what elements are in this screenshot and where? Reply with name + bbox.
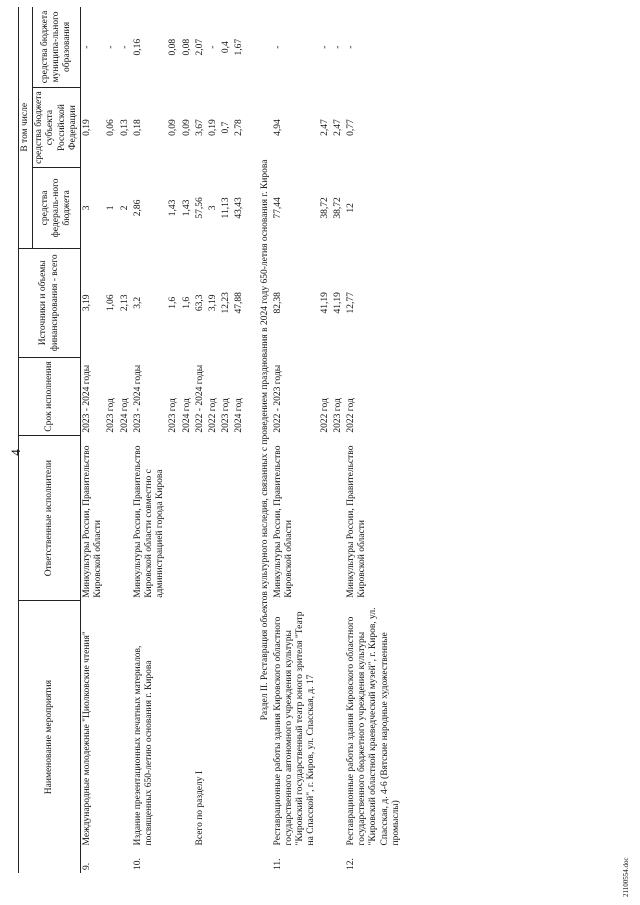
municipal-amount-cell: - <box>272 45 283 49</box>
municipal-amount-cell: 1,67 <box>234 38 245 56</box>
executors-cell: Минкультуры России, Правительство Кировской области <box>272 445 295 598</box>
federal-amount-cell: 2,86 <box>132 199 143 217</box>
federal-amount-cell: 38,72 <box>332 197 343 219</box>
row-number-cell <box>119 848 132 873</box>
row-number-cell <box>207 848 220 873</box>
header-executors: Ответственные исполнители <box>19 436 81 601</box>
section-title: Раздел II. Реставрация объектов культурного наследия, связанных с проведением празднования в 2024 году 650-летия основания г. Кирова <box>259 159 270 721</box>
executors-cell <box>233 436 246 601</box>
table-row <box>181 7 194 873</box>
term-cell: 2022 - 2024 годы <box>194 364 205 433</box>
row-number-cell: 10. <box>132 858 143 870</box>
federal-amount-cell: 2 <box>119 205 130 211</box>
table-row <box>345 7 403 873</box>
spacer-row <box>247 7 259 873</box>
total-amount-cell: 63,3 <box>194 294 205 312</box>
subject-amount-cell: 0,13 <box>119 119 130 136</box>
term-cell: 2022 год <box>346 398 357 433</box>
term-cell: 2022 год <box>208 398 219 433</box>
header-total: Источники и объемы финансирования - всего <box>19 248 81 357</box>
measure-name-cell <box>220 601 233 849</box>
section-2-title-block <box>247 7 272 873</box>
federal-amount-cell: 3 <box>82 205 93 211</box>
subject-amount-cell: 0,77 <box>346 119 357 136</box>
measure-name-cell: Реставрационные работы здания Кировского областного государственного бюджетного учреждения культуры "Кировский областной краеведческий музей", г. Киров, ул. Спасская, д. 4-6 (Вятские народные художественные промыслы) <box>346 607 401 846</box>
section-2-rows <box>272 7 403 873</box>
page-number: 4 <box>8 449 23 456</box>
row-number-cell <box>233 848 246 873</box>
measure-name-cell <box>332 601 345 849</box>
executors-cell: Минкультуры России, Правительство Кировской области <box>346 445 368 598</box>
table-row <box>81 7 106 873</box>
municipal-amount-cell: - <box>82 45 93 49</box>
executors-cell <box>207 436 220 601</box>
executors-cell: Минкультуры России, Правительство Кировской области совместно с администрацией города Кирова <box>132 445 166 598</box>
federal-amount-cell: 12 <box>346 203 357 213</box>
municipal-amount-cell: - <box>119 45 130 49</box>
term-cell: 2022 - 2023 годы <box>272 364 283 433</box>
federal-amount-cell: 11,13 <box>221 197 232 219</box>
federal-amount-cell: 1,43 <box>168 199 179 217</box>
table-row <box>105 7 118 873</box>
subject-amount-cell: 2,47 <box>319 119 330 136</box>
federal-amount-cell: 1 <box>106 205 117 211</box>
subject-amount-cell: 0,06 <box>106 119 117 136</box>
subject-amount-cell: 0,18 <box>132 119 143 136</box>
table-row <box>194 7 207 873</box>
total-amount-cell: 3,19 <box>82 294 93 312</box>
municipal-amount-cell: 0,4 <box>221 41 232 54</box>
executors-cell <box>105 436 118 601</box>
total-amount-cell: 41,19 <box>332 292 343 314</box>
total-amount-cell: 12,77 <box>346 292 357 314</box>
header-subject: средства бюджета субъекта Российской Федерации <box>33 87 81 167</box>
row-number-cell: 9. <box>82 862 93 870</box>
executors-cell <box>220 436 233 601</box>
header-name: Наименование мероприятия <box>19 601 81 873</box>
municipal-amount-cell: - <box>319 45 330 49</box>
term-cell: 2022 год <box>319 398 330 433</box>
total-amount-cell: 1,6 <box>168 296 179 309</box>
row-number-cell <box>220 848 233 873</box>
total-amount-cell: 3,2 <box>132 296 143 309</box>
header-term: Срок исполнения <box>19 357 81 435</box>
term-cell: 2023 - 2024 годы <box>82 364 93 433</box>
municipal-amount-cell: - <box>332 45 343 49</box>
term-cell: 2023 - 2024 годы <box>132 364 143 433</box>
total-amount-cell: 2,13 <box>119 294 130 312</box>
executors-cell <box>119 436 132 601</box>
federal-amount-cell: 38,72 <box>319 197 330 219</box>
measure-name-cell: Издание презентационных печатных материалов, посвященных 650-летию основания г. Кирова <box>132 645 155 846</box>
section-title-row <box>259 7 272 873</box>
municipal-amount-cell: 0,16 <box>132 38 143 56</box>
municipal-amount-cell: 2,07 <box>194 38 205 56</box>
federal-amount-cell: 1,43 <box>181 199 192 217</box>
executors-cell <box>319 436 332 601</box>
term-cell: 2023 год <box>106 398 117 433</box>
subject-amount-cell: 2,47 <box>332 119 343 136</box>
table-row <box>220 7 233 873</box>
executors-cell: Минкультуры России, Правительство Кировской области <box>82 445 104 598</box>
municipal-amount-cell: 0,08 <box>168 38 179 56</box>
total-amount-cell: 3,19 <box>208 294 219 312</box>
total-amount-cell: 12,23 <box>221 292 232 314</box>
measure-name-cell <box>167 601 180 849</box>
table-row <box>167 7 180 873</box>
row-number-cell <box>332 848 345 873</box>
measure-name-cell: Реставрационные работы здания Кировского областного государственного автономного учреждения культуры "Кировский государственный театр юного зрителя "Театр на Спасской", г. Киров, ул. Спасская, д. 17 <box>272 611 317 846</box>
subject-amount-cell: 4,94 <box>272 119 283 136</box>
row-number-cell <box>105 848 118 873</box>
term-cell: 2024 год <box>119 398 130 433</box>
row-number-cell: 12. <box>346 858 357 870</box>
total-amount-cell: 82,38 <box>272 292 283 314</box>
municipal-amount-cell: - <box>208 45 219 49</box>
term-cell: 2023 год <box>332 398 343 433</box>
table-row <box>207 7 220 873</box>
measure-name-cell <box>319 601 332 849</box>
measure-name-cell <box>207 601 220 849</box>
header-including: В том числе <box>19 7 33 248</box>
program-table <box>18 7 403 873</box>
footer-document-code: 21100554.doc <box>622 857 630 897</box>
federal-amount-cell: 57,56 <box>194 197 205 219</box>
term-cell: 2024 год <box>234 398 245 433</box>
row-number-cell <box>181 848 194 873</box>
executors-cell <box>332 436 345 601</box>
table-row <box>233 7 246 873</box>
municipal-amount-cell: 0,08 <box>181 38 192 56</box>
row-number-cell: 11. <box>272 858 283 870</box>
municipal-amount-cell: - <box>106 45 117 49</box>
federal-amount-cell: 43,43 <box>234 197 245 219</box>
measure-name-cell <box>105 601 118 849</box>
table-row <box>119 7 132 873</box>
total-amount-cell: 41,19 <box>319 292 330 314</box>
term-cell: 2024 год <box>181 398 192 433</box>
executors-cell <box>167 436 180 601</box>
measure-name-cell: Международные молодежные "Циолковские чтения" <box>82 631 93 846</box>
subject-amount-cell: 0,7 <box>221 121 232 134</box>
table-row <box>332 7 345 873</box>
measure-name-cell <box>181 601 194 849</box>
executors-cell <box>181 436 194 601</box>
subject-amount-cell: 3,67 <box>194 119 205 136</box>
table-row <box>272 7 319 873</box>
total-amount-cell: 47,88 <box>234 292 245 314</box>
header-row-1 <box>19 7 33 873</box>
subject-amount-cell: 0,19 <box>208 119 219 136</box>
measure-name-cell <box>119 601 132 849</box>
measure-name-cell: Всего по разделу I <box>194 770 205 846</box>
table-row <box>319 7 332 873</box>
header-municipal: средства бюджета муниципа-льного образования <box>33 7 81 87</box>
section-1-rows <box>81 7 247 873</box>
federal-amount-cell: 77,44 <box>272 197 283 219</box>
header-federal: средства федераль-ного бюджета <box>33 168 81 248</box>
row-number-cell <box>319 848 332 873</box>
row-number-cell <box>167 848 180 873</box>
federal-amount-cell: 3 <box>208 205 219 211</box>
subject-amount-cell: 2,78 <box>234 119 245 136</box>
municipal-amount-cell: - <box>346 45 357 49</box>
subject-amount-cell: 0,09 <box>168 119 179 136</box>
term-cell: 2023 год <box>168 398 179 433</box>
term-cell: 2023 год <box>221 398 232 433</box>
table-row <box>132 7 168 873</box>
total-amount-cell: 1,06 <box>106 294 117 312</box>
subject-amount-cell: 0,09 <box>181 119 192 136</box>
subject-amount-cell: 0,19 <box>82 119 93 136</box>
executors-cell <box>194 436 207 601</box>
total-amount-cell: 1,6 <box>181 296 192 309</box>
row-number-cell <box>194 848 207 873</box>
measure-name-cell <box>233 601 246 849</box>
